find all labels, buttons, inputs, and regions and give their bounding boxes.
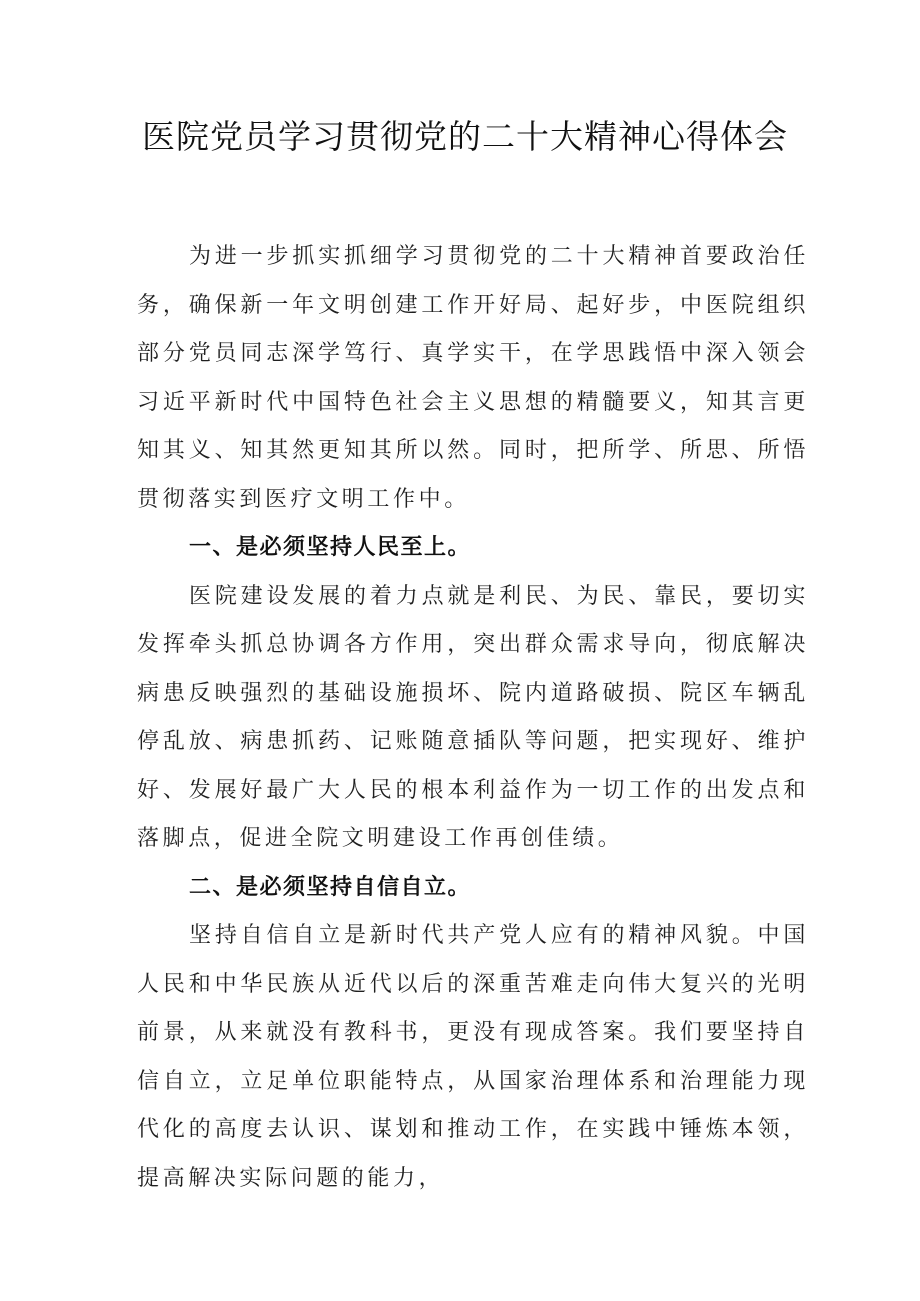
section-heading-2: 二、是必须坚持自信自立。 <box>189 874 472 900</box>
paragraph-intro: 为进一步抓实抓细学习贯彻党的二十大精神首要政治任务，确保新一年文明创建工作开好局、起好步，中医院组织部分党员同志深学笃行、真学实干，在学思践悟中深入领会习近平新时代中国特色社会主义思想的精髓要义，知其言更知其义、知其然更知其所以然。同时，把所学、所思、所悟贯彻落实到医疗文明工作中。 <box>137 244 809 512</box>
section-heading-1: 一、是必须坚持人民至上。 <box>189 535 472 560</box>
paragraph-section-2: 坚持自信自立是新时代共产党人应有的精神风貌。中国人民和中华民族从近代以后的深重苦难走向伟大复兴的光明前景，从来就没有教科书，更没有现成答案。我们要坚持自信自立，立足单位职能特点，从国家治理体系和治理能力现代化的高度去认识、谋划和推动工作，在实践中锤炼本领，提高解决实际问题的能力， <box>137 923 809 1191</box>
document-body <box>137 233 809 1203</box>
document-title: 医院党员学习贯彻党的二十大精神心得体会 <box>142 117 788 156</box>
paragraph-section-1: 医院建设发展的着力点就是利民、为民、靠民，要切实发挥牵头抓总协调各方作用，突出群众需求导向，彻底解决病患反映强烈的基础设施损坏、院内道路破损、院区车辆乱停乱放、病患抓药、记账随意插队等问题，把实现好、维护好、发展好最广大人民的根本利益作为一切工作的出发点和落脚点，促进全院文明建设工作再创佳绩。 <box>137 583 809 851</box>
